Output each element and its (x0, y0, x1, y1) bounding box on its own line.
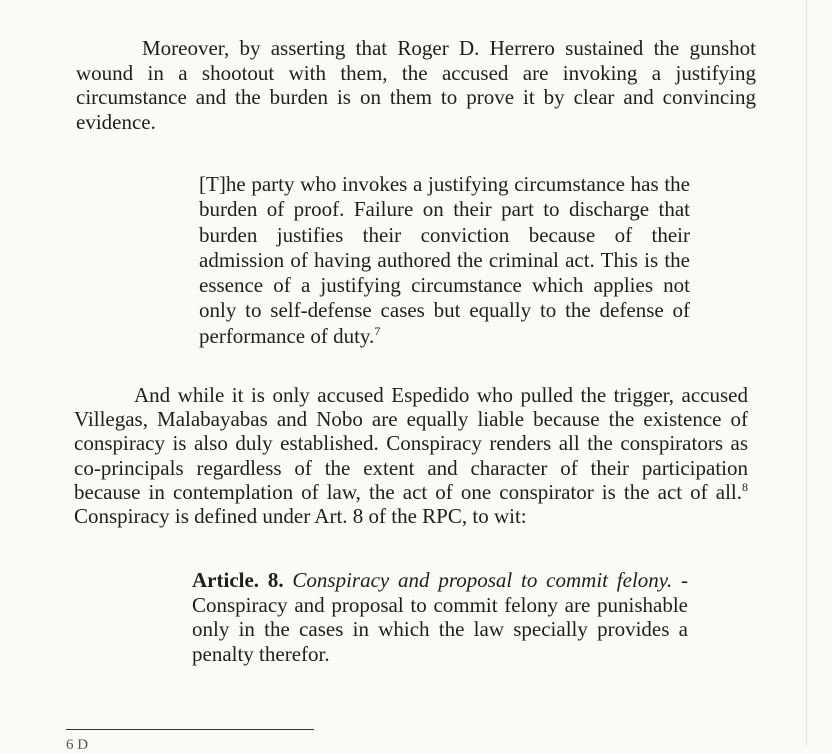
article-dash: - (672, 568, 688, 592)
page-edge-line (806, 0, 807, 746)
article-heading: Article. 8. (192, 568, 284, 592)
quote-text: [T]he party who invokes a justifying circumstance has the burden of proof. Failure on their part to discharge that burden justifies their conviction because of their admission of having authored the criminal act. This is the essence of a justifying circumstance which applies not only to self-defense cases but equally to the defense of performance of duty. (199, 172, 690, 348)
block-quote-justifying-circumstance (199, 172, 690, 349)
paragraph-burden-of-proof (76, 36, 756, 134)
block-quote-article-8 (192, 568, 688, 666)
paragraph-conspiracy (74, 383, 748, 528)
footnote-divider (66, 729, 314, 730)
footnote-ref-8[interactable]: 8 (742, 479, 748, 494)
article-body: Conspiracy and proposal to commit felony are punishable only in the cases in which the law specially provides a penalty therefor. (192, 592, 688, 666)
article-title: Conspiracy and proposal to commit felony. (292, 568, 673, 592)
paragraph-text-cont: Conspiracy is defined under Art. 8 of the RPC, to wit: (74, 504, 527, 529)
paragraph-text: And while it is only accused Espedido who pulled the trigger, accused Villegas, Malabayabas and Nobo are equally liable because the existence of conspiracy is also duly established. Conspiracy renders all the conspirators as co-principals regardless of the extent and character of their participation because in contemplation of law, the act of one conspirator is the act of all. (74, 383, 748, 504)
footnote-ref-7[interactable]: 7 (374, 323, 381, 338)
footnote-partial: 6 D (66, 737, 89, 753)
paragraph-text: Moreover, by asserting that Roger D. Herrero sustained the gunshot wound in a shootout with them, the accused are invoking a justifying circumstance and the burden is on them to prove it by clear and convincing evidence. (76, 36, 756, 134)
